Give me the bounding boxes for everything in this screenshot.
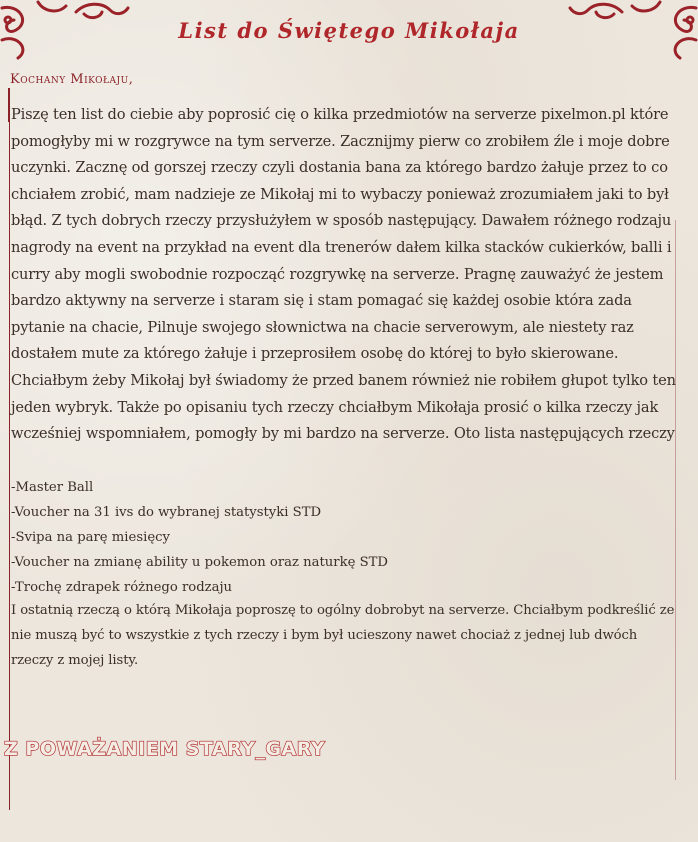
list-item: -Voucher na zmianę ability u pokemon oraz naturkę STD — [11, 555, 388, 570]
letter-greeting: Kochany Mikołaju, — [10, 72, 134, 87]
letter-title: List do Świętego Mikołaja — [178, 18, 520, 43]
letter-closing: I ostatnią rzeczą o którą Mikołaja poproszę to ogólny dobrobyt na serverze. Chciałbym podkreślić ze nie muszą być to wszystkie z tych rzeczy i bym był ucieszony nawet chociaż z jednej lub dwóch rzeczy z mojej listy. — [11, 603, 675, 668]
wish-list — [11, 475, 679, 600]
letter-signature: Z POWAŻANIEM STARY_GARY — [4, 738, 326, 760]
list-item: -Trochę zdrapek różnego rodzaju — [11, 580, 233, 595]
list-item: -Svipa na parę miesięcy — [11, 530, 170, 545]
left-margin-line — [9, 92, 10, 810]
list-item: -Voucher na 31 ivs do wybranej statystyki STD — [11, 505, 322, 520]
list-item: -Master Ball — [11, 480, 94, 495]
letter-body: Piszę ten list do ciebie aby poprosić cię o kilka przedmiotów na serverze pixelmon.pl które pomogłyby mi w rozgrywce na tym serverze. Zacznijmy pierw co zrobiłem źle i moje dobre uczynki. Zacznę od gorszej rzeczy czyli dostania bana za którego bardzo żałuje przez to co chciałem zrobić, mam nadzieje ze Mikołaj mi to wybaczy ponieważ zrozumiałem jaki to był błąd. Z tych dobrych rzeczy przysłużyłem w sposób następujący. Dawałem różnego rodzaju nagrody na event na przykład na event dla trenerów dałem kilka stacków cukierków, balli i curry aby mogli swobodnie rozpocząć rozgrywkę na serverze. Pragnę zauważyć że jestem bardzo aktywny na serverze i staram się i stam pomagać się każdej osobie która zada pytanie na chacie, Pilnuje swojego słownictwa na chacie serverowym, ale niestety raz dostałem mute za którego żałuje i przeprosiłem osobę do której to było skierowane. Chciałbym żeby Mikołaj był świadomy że przed banem również nie robiłem głupot tylko ten jeden wybryk. Także po opisaniu tych rzeczy chciałbym Mikołaja prosić o kilka rzeczy jak wcześniej wspomniałem, pomogły by mi bardzo na serverze. Oto lista następujących rzeczy — [11, 106, 676, 443]
